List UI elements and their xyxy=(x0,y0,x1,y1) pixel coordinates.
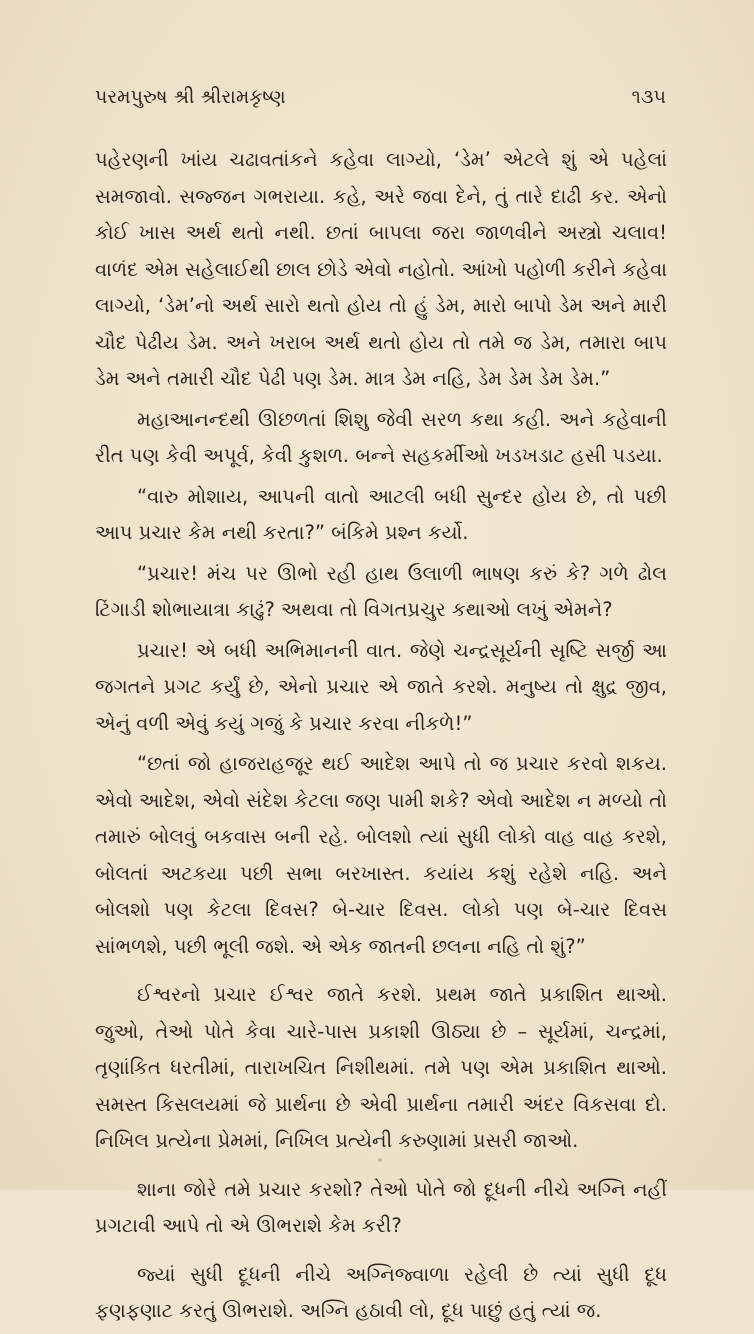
paragraph: પહેરણની ખાંય ચઢાવતાંકને કહેવા લાગ્યો, ‘ડેમ’ એટલે શું એ પહેલાં સમજાવો. સજ્જન ગભરાયા. કહે, અરે જવા દેને, તું તારે દાઢી કર. એનો કોઈ ખાસ અર્થ થતો નથી. છતાં બાપલા જરા જાળવીને અસ્ત્રો ચલાવ! વાળંદ એમ સહેલાઈથી છાલ છોડે એવો નહોતો. આંખો પહોળી કરીને કહેવા લાગ્યો, ‘ડેમ’નો અર્થ સારો થતો હોય તો હું ડેમ, મારો બાપો ડેમ અને મારી ચૌદ પેઢીય ડેમ. અને ખરાબ અર્થ થતો હોય તો તમે જ ડેમ, તમારા બાપ ડેમ અને તમારી ચૌદ પેઢી પણ ડેમ. માત્ર ડેમ નહિ, ડેમ ડેમ ડેમ ડેમ.” xyxy=(95,148,667,390)
paragraph: શાના જોરે તમે પ્રચાર કરશો? તેઓ પોતે જો દૂધની નીચે અગ્નિ નહીં પ્રગટાવી આપે તો એ ઊભરાશે કેમ કરી? xyxy=(95,1177,667,1237)
body-text xyxy=(95,142,667,1334)
paragraph: “છતાં જો હાજરાહજૂર થઈ આદેશ આપે તો જ પ્રચાર કરવો શકય. એવો આદેશ, એવો સંદેશ કેટલા જણ પામી શકે? એવો આદેશ ન મળ્યો તો તમારું બોલવું બકવાસ બની રહે. બોલશો ત્યાં સુધી લોકો વાહ વાહ કરશે, બોલતાં અટકયા પછી સભા બરખાસ્ત. કયાંય કશું રહેશે નહિ. અને બોલશો પણ કેટલા દિવસ? બે-ચાર દિવસ. લોકો પણ બે-ચાર દિવસ સાંભળશે, પછી ભૂલી જશે. એ એક જાતની છલના નહિ તો શું?” xyxy=(95,752,667,958)
book-title: પરમપુરુષ શ્રી શ્રીરામકૃષ્ણ xyxy=(95,86,286,108)
paragraph: જ્યાં સુધી દૂધની નીચે અગ્નિજ્વાળા રહેલી છે ત્યાં સુધી દૂધ ફણફણાટ કરતું ઊભરાશે. અગ્નિ હઠાવી લો, દૂધ પાછું હતું ત્યાં જ. xyxy=(95,1262,667,1322)
paragraph: “વારુ મોશાય, આપની વાતો આટલી બધી સુન્દર હોય છે, તો પછી આપ પ્રચાર કેમ નથી કરતા?” બંકિમે પ્રશ્ન કર્યો. xyxy=(95,484,667,544)
paragraph: “પ્રચાર! મંચ પર ઊભો રહી હાથ ઉલાળી ભાષણ કરું કે? ગળે ઢોલ ટિંગાડી શોભાયાત્રા કાઢું? અથવા તો વિગતપ્રચુર કથાઓ લખું એમને? xyxy=(95,561,667,621)
running-header xyxy=(95,86,666,116)
paper-speck xyxy=(378,1158,382,1162)
paragraph: પ્રચાર! એ બધી અભિમાનની વાત. જેણે ચન્દ્રસૂર્યની સૃષ્ટિ સર્જી આ જગતને પ્રગટ કર્યું છે, એનો પ્રચાર એ જાતે કરશે. મનુષ્ય તો ક્ષુદ્ર જીવ, એનું વળી એવું કયું ગજું કે પ્રચાર કરવા નીકળે!” xyxy=(95,638,667,735)
paragraph: મહાઆનન્દથી ઊછળતાં શિશુ જેવી સરળ કથા કહી. અને કહેવાની રીત પણ કેવી અપૂર્વ, કેવી કુશળ. બન્ને સહકર્મીઓ ખડખડાટ હસી પડયા. xyxy=(95,407,667,467)
page-number: ૧૩૫ xyxy=(631,86,666,108)
paragraph: ઈશ્વરનો પ્રચાર ઈશ્વર જાતે કરશે. પ્રથમ જાતે પ્રકાશિત થાઓ. જુઓ, તેઓ પોતે કેવા ચારે-પાસ પ્રકાશી ઊઠ્યા છે – સૂર્યમાં, ચન્દ્રમાં, તૃણાંકિત ધરતીમાં, તારાખચિત નિશીથમાં. તમે પણ એમ પ્રકાશિત થાઓ. સમસ્ત કિસલયમાં જે પ્રાર્થના છે એવી પ્રાર્થના તમારી અંદર વિકસવા દો. નિખિલ પ્રત્યેના પ્રેમમાં, નિખિલ પ્રત્યેની કરુણામાં પ્રસરી જાઓ. xyxy=(95,983,667,1152)
